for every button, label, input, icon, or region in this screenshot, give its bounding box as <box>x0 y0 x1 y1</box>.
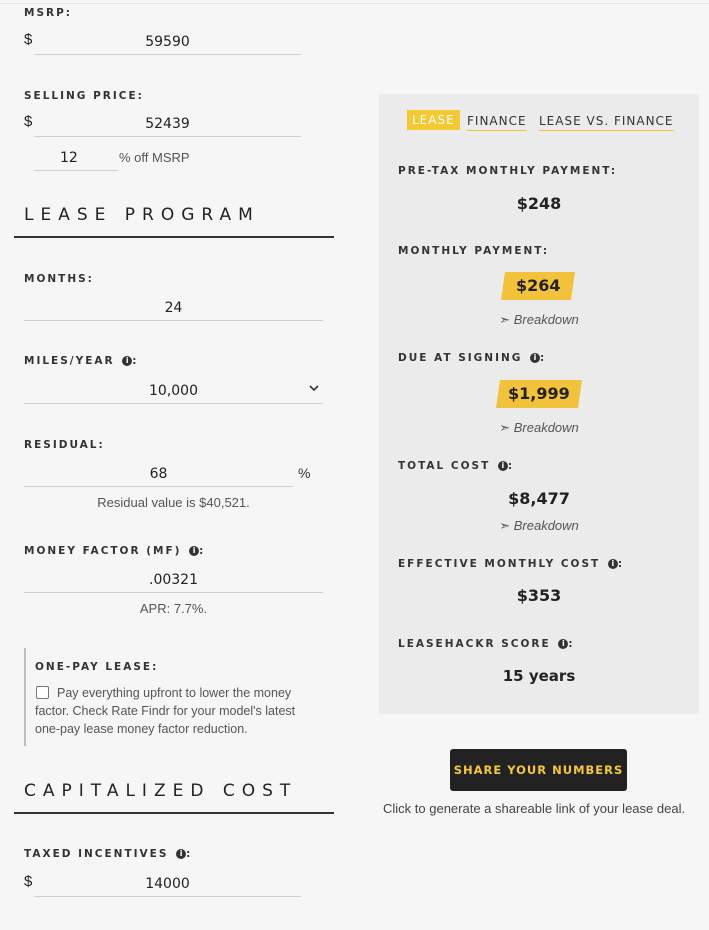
pct-off-input[interactable] <box>34 146 118 171</box>
total-cost-label-text: TOTAL COST <box>398 460 491 472</box>
msrp-label: MSRP: <box>24 7 72 19</box>
leasehackr-score-value: 15 years <box>502 667 576 685</box>
due-at-signing-label: DUE AT SIGNING i : <box>398 352 547 364</box>
tab-finance[interactable]: FINANCE <box>467 114 527 131</box>
chevron-down-icon[interactable] <box>309 381 319 396</box>
effective-monthly-value: $353 <box>516 586 562 605</box>
residual-label: RESIDUAL: <box>24 439 105 451</box>
money-factor-label: MONEY FACTOR (MF) i : <box>24 545 206 557</box>
capitalized-cost-rule <box>14 812 334 814</box>
info-icon[interactable]: i <box>122 356 132 366</box>
monthly-payment-label: MONTHLY PAYMENT: <box>398 245 550 257</box>
tab-lease-vs-finance[interactable]: LEASE VS. FINANCE <box>539 114 674 131</box>
info-icon[interactable]: i <box>189 546 199 556</box>
share-note: Click to generate a shareable link of your lease deal. <box>383 801 686 816</box>
msrp-currency: $ <box>24 31 33 48</box>
share-numbers-button[interactable]: SHARE YOUR NUMBERS <box>450 749 627 791</box>
effective-monthly-label-text: EFFECTIVE MONTHLY COST <box>398 558 601 570</box>
total-cost-label: TOTAL COST i : <box>398 460 515 472</box>
breakdown-arrow-icon: ➣ <box>499 312 514 327</box>
monthly-payment-value: $264 <box>515 276 561 295</box>
residual-input[interactable]: 68 <box>24 462 293 487</box>
due-at-signing-value: $1,999 <box>508 384 570 403</box>
monthly-breakdown-link[interactable] <box>379 312 699 328</box>
monthly-payment-highlight <box>501 272 575 300</box>
money-factor-input[interactable]: .00321 <box>24 568 323 593</box>
breakdown-arrow-icon: ➣ <box>499 420 514 435</box>
breakdown-arrow-icon: ➣ <box>499 518 514 533</box>
total-breakdown-link[interactable] <box>379 518 699 534</box>
taxed-incentives-label: TAXED INCENTIVES i : <box>24 848 193 860</box>
total-cost-value: $8,477 <box>508 489 570 508</box>
miles-year-select[interactable] <box>24 379 323 404</box>
due-breakdown-link[interactable] <box>379 420 699 436</box>
effective-monthly-label: EFFECTIVE MONTHLY COST i : <box>398 558 625 570</box>
selling-price-currency: $ <box>24 113 33 130</box>
months-label: MONTHS: <box>24 273 94 285</box>
taxed-incentives-currency: $ <box>24 873 33 890</box>
selling-price-input[interactable]: 52439 <box>34 112 301 137</box>
info-icon[interactable]: i <box>176 849 186 859</box>
residual-note: Residual value is $40,521. <box>97 495 250 510</box>
lease-program-rule <box>14 236 334 238</box>
msrp-input[interactable]: 59590 <box>34 30 301 55</box>
due-breakdown-text: Breakdown <box>513 420 579 435</box>
results-panel <box>379 94 699 714</box>
taxed-incentives-label-text: TAXED INCENTIVES <box>24 848 169 860</box>
lease-program-title: LEASE PROGRAM <box>24 205 260 225</box>
miles-year-label: MILES/YEAR i : <box>24 355 139 367</box>
due-at-signing-label-text: DUE AT SIGNING <box>398 352 523 364</box>
info-icon[interactable]: i <box>558 639 568 649</box>
pretax-monthly-value: $248 <box>516 194 562 213</box>
one-pay-label: ONE-PAY LEASE: <box>35 661 159 673</box>
info-icon[interactable]: i <box>530 353 540 363</box>
miles-year-value: 10,000 <box>149 383 198 399</box>
miles-year-label-text: MILES/YEAR <box>24 355 115 367</box>
pretax-monthly-label: PRE-TAX MONTHLY PAYMENT: <box>398 165 618 177</box>
money-factor-label-text: MONEY FACTOR (MF) <box>24 545 182 557</box>
total-breakdown-text: Breakdown <box>513 518 579 533</box>
info-icon[interactable]: i <box>498 461 508 471</box>
months-input[interactable]: 24 <box>24 296 323 321</box>
pct-off-value: 12 <box>60 150 78 166</box>
taxed-incentives-input[interactable]: 14000 <box>34 872 301 897</box>
apr-note: APR: 7.7%. <box>139 601 208 616</box>
selling-price-label: SELLING PRICE: <box>24 90 144 102</box>
tab-lease[interactable]: LEASE <box>407 110 460 130</box>
monthly-breakdown-text: Breakdown <box>513 312 579 327</box>
leasehackr-score-label-text: LEASEHACKR SCORE <box>398 638 551 650</box>
due-at-signing-highlight <box>496 380 582 408</box>
top-divider <box>0 3 709 4</box>
pct-off-label: % off MSRP <box>119 150 190 165</box>
capitalized-cost-title: CAPITALIZED COST <box>24 781 298 801</box>
residual-unit: % <box>298 465 311 481</box>
leasehackr-score-label: LEASEHACKR SCORE i : <box>398 638 575 650</box>
one-pay-description: Pay everything upfront to lower the money factor. Check Rate Findr for your model's latest one-pay lease money factor reduction. <box>35 686 296 736</box>
info-icon[interactable]: i <box>608 559 618 569</box>
